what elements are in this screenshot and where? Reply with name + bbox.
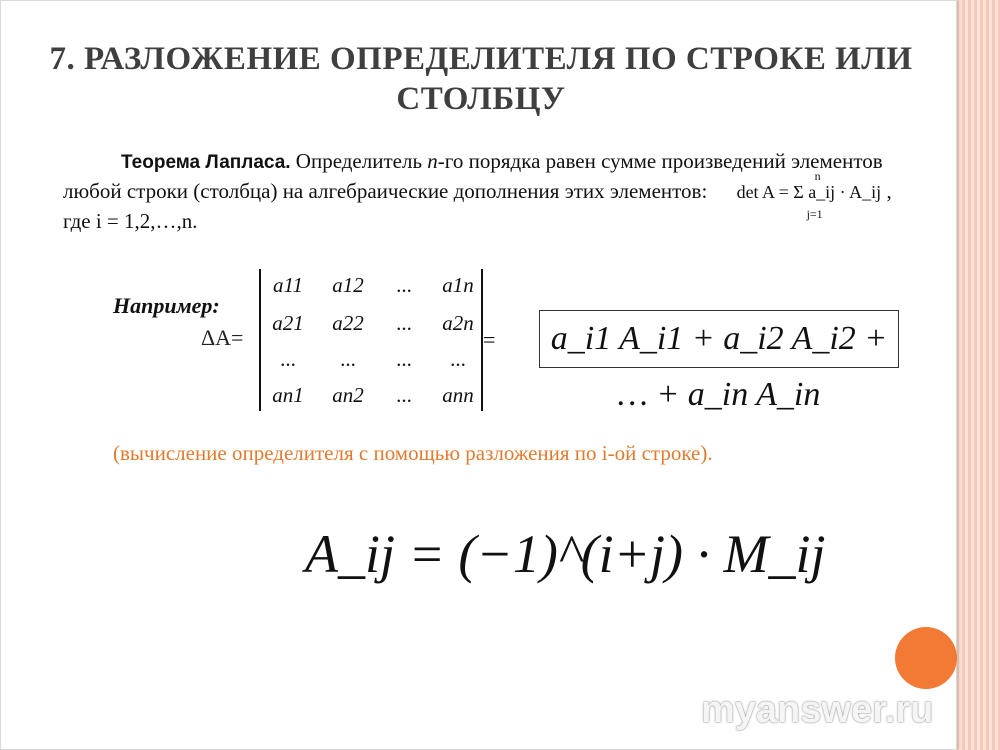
row-expansion: a_i1 A_i1 + a_i2 A_i2 + … + a_in A_in <box>550 320 888 413</box>
theorem-text-1: Определитель <box>295 149 428 173</box>
matrix-cell: ... <box>450 347 466 371</box>
delta-a: ΔA= <box>201 325 244 350</box>
matrix-cell: an1 <box>272 383 304 407</box>
sum-upper-limit: n <box>814 169 821 183</box>
equals-sign: = <box>483 327 496 352</box>
sum-lower-limit: j=1 <box>806 207 823 221</box>
decorative-stripes <box>956 0 1000 750</box>
matrix-cell: a12 <box>332 273 364 297</box>
row-expansion-box <box>539 310 899 413</box>
index-range: , где i = 1,2,…,n. <box>63 179 892 233</box>
matrix-cell: ... <box>396 383 412 407</box>
determinant-matrix <box>259 269 483 411</box>
example-label: Например: <box>113 293 220 318</box>
theorem-text-2: -го порядка равен сумме произведений элементов любой строки (столбца) на алгебраические дополнения этих элементов: <box>63 149 883 203</box>
laplace-formula-text: det A = Σ a_ij · A_ij <box>736 182 882 202</box>
cofactor-formula: A_ij = (−1)^(i+j) · M_ij <box>305 524 826 584</box>
matrix-cell: a2n <box>442 311 474 335</box>
matrix-cell: a22 <box>332 311 364 335</box>
laplace-formula <box>736 169 882 221</box>
matrix-cell: ... <box>396 347 412 371</box>
matrix-cell: a11 <box>273 273 303 297</box>
expansion-note: (вычисление определителя с помощью разложения по i-ой строке). <box>113 441 713 465</box>
watermark: myanswer.ru <box>701 689 934 731</box>
matrix-cell: ... <box>396 273 412 297</box>
matrix-cell: a21 <box>272 311 304 335</box>
matrix-cell: ... <box>340 347 356 371</box>
orange-circle-decoration <box>895 627 957 689</box>
theorem-name: Теорема Лапласа. <box>121 152 291 173</box>
slide-title: 7. РАЗЛОЖЕНИЕ ОПРЕДЕЛИТЕЛЯ ПО СТРОКЕ ИЛИ СТОЛБЦУ <box>49 41 913 117</box>
matrix-cell: ann <box>442 383 474 407</box>
matrix-cell: a1n <box>442 273 474 297</box>
matrix-cell: ... <box>396 311 412 335</box>
matrix-cell: ... <box>280 347 296 371</box>
theorem-paragraph <box>63 147 923 236</box>
matrix-cell: an2 <box>332 383 364 407</box>
theorem-n: n <box>427 149 438 173</box>
